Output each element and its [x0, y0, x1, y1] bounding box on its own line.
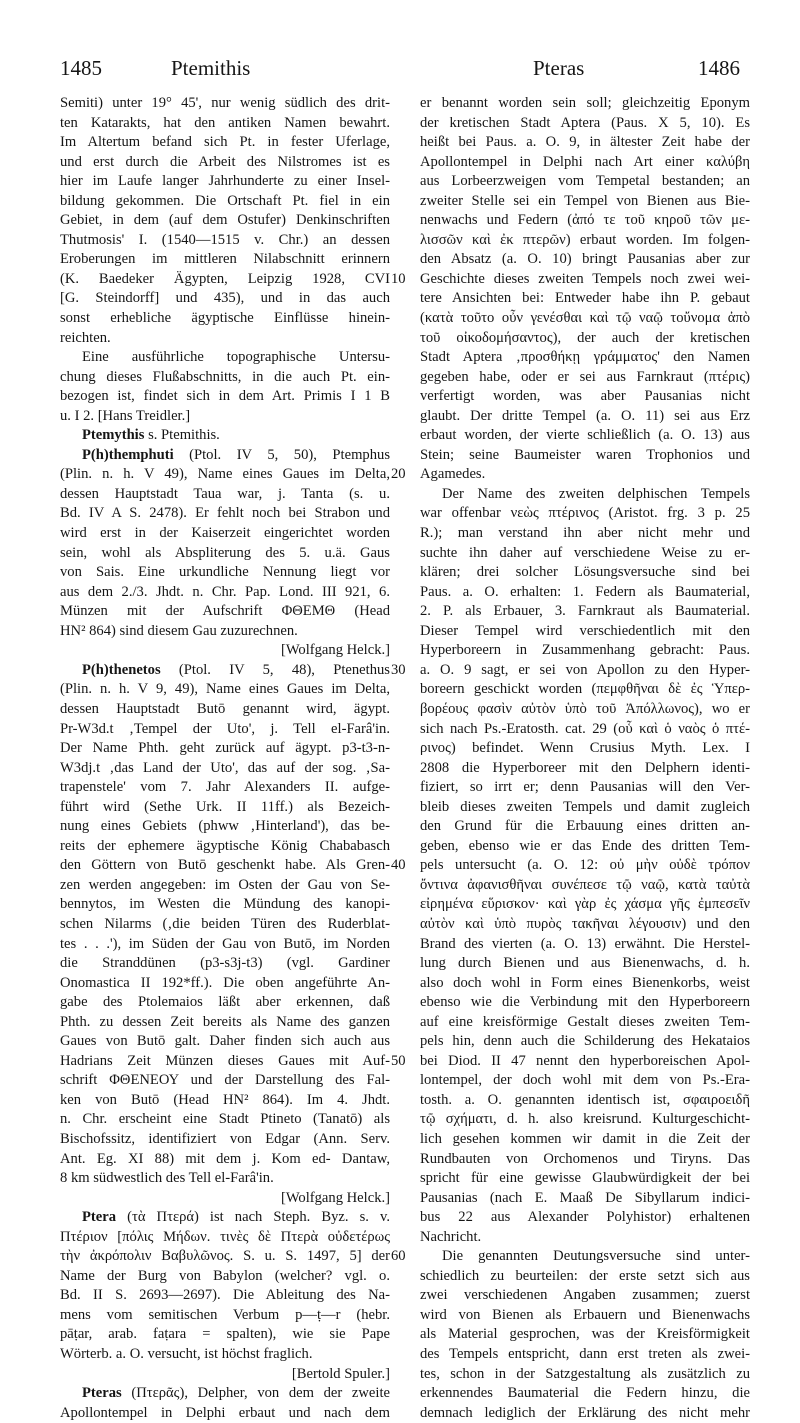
text-line: gegeben habe, oder er sei aus Farnkraut (πτέρις)	[420, 368, 750, 385]
text-line: schen Nilarms (‚die beiden Türen des Ruderblat-	[60, 915, 390, 932]
running-title-left: Ptemithis	[171, 56, 251, 80]
text-line: pels untersucht (a. O. 12: οὐ μὴν οὐδὲ τρόπον	[420, 857, 750, 874]
line-number: 40	[391, 857, 406, 874]
text-line: dessen Hauptstadt Butō genannt wird, ägypt.	[60, 700, 390, 717]
text-line: nenwachs und Federn (ἀπό τε τοῦ κηροῦ τῶν με-	[420, 212, 750, 229]
text-line: bei Diod. II 47 nennt den hyperboreischen Apol-	[420, 1052, 750, 1069]
text-line: ρινος) befindet. Wenn Crusius Myth. Lex. I	[420, 740, 750, 757]
text-line: Pr-W3d.t ‚Tempel der Uto', j. Tell el-Farâ'in.	[60, 720, 390, 737]
text-line: boreern geschickt worden (πεμφθῆναι δὲ ἐς Ὑπερ-	[420, 681, 750, 698]
text-line: chung dieses Flußabschnitts, in die auch Pt. ein-	[60, 368, 390, 385]
text-line: ebenso wie die Verbindung mit den Hyperboreern	[420, 994, 750, 1011]
text-line: und erst durch die Arbeit des Nilstromes ist es	[60, 153, 390, 170]
text-line: wird von Bienen als Erbauern und Bienenwachs	[420, 1306, 750, 1323]
text-line: Onomastica II 192*ff.). Die oben angeführte An-	[60, 974, 390, 991]
lemma: P(h)themphuti	[82, 446, 174, 463]
text-line: schiedlich zu beurteilen: der erste setzt sich aus	[420, 1267, 750, 1284]
text-line: die Stranddünen (p3-s3j-t3) (vgl. Gardiner	[60, 955, 390, 972]
text-line: Πτέριον [πόλις Μήδων. τινὲς δὲ Πτερὰ οὐδετέρως	[60, 1228, 390, 1245]
text-line: tere Ansichten bei: Entweder habe ihn P. gebaut	[420, 290, 750, 307]
line-number: 20	[391, 466, 406, 483]
text-line: τὴν ἀκρόπολιν Βαβυλῶνος. S. u. S. 1497, 5] der	[60, 1248, 390, 1265]
text-line: Gebiet, in dem (auf dem Ostufer) Denkinschriften	[60, 212, 390, 229]
text-line: εἰρημένα εὕρισκον· καὶ γὰρ ἐς χάσμα γῆς ἐμπεσεῖν	[420, 896, 750, 913]
text-line: Brand des vierten (a. O. 13) erwähnt. Die Herstel-	[420, 935, 750, 952]
text-line: [G. Steindorff] und 435), und in das auch	[60, 290, 390, 307]
line-number: 50	[391, 1052, 406, 1069]
text-line: [Wolfgang Helck.]	[280, 1189, 390, 1206]
text-line: fiziert, so irrt er; denn Pausanias will den Ver-	[420, 779, 750, 796]
text-line: wird erst in der Kaiserzeit eingerichtet worden	[60, 525, 390, 542]
text-line: Ptera (τὰ Πτερά) ist nach Steph. Byz. s. v.	[82, 1209, 390, 1226]
text-line: schrift ΦΘΕΝΕΟΥ und der Darstellung des Fal-	[60, 1072, 390, 1089]
page-header	[0, 56, 800, 86]
text-line: reits der ephemere ägyptische König Chababasch	[60, 837, 390, 854]
text-line: Paus. a. O. erhalten: 1. Federn als Baumaterial,	[420, 583, 750, 600]
text-line: W3dj.t ‚das Land der Uto', das auf der sog. ‚Sa-	[60, 759, 390, 776]
text-line: 2808 die Hyperboreer mit den Delphern identi-	[420, 759, 750, 776]
text-line: bleib dieses zweiten Tempels und damit zugleich	[420, 798, 750, 815]
text-line: Rundbauten von Orchomenos und Tiryns. Das	[420, 1150, 750, 1167]
text-line: mens vom semitischen Verbum p—ṭ—r (hebr.	[60, 1306, 390, 1323]
text-line: u. I 2. [Hans Treidler.]	[60, 407, 191, 424]
text-line: pāṭar, arab. faṭara = spalten), wie sie Pape	[60, 1326, 390, 1343]
text-line: spricht für eine gewisse Glaubwürdigkeit der bei	[420, 1170, 750, 1187]
text-line: Eroberungen im mittleren Nilabschnitt erinnern	[60, 251, 390, 268]
text-line: (Plin. n. h. V 9, 49), Name eines Gaues im Delta,	[60, 681, 390, 698]
text-line: erbaut worden, der vierte schließlich (a. O. 13) aus	[420, 427, 750, 444]
text-line: dessen Hauptstadt Taua war, j. Tanta (s. u.	[60, 485, 390, 502]
text-line: trapenstele' vom 7. Jahr Alexanders II. aufge-	[60, 779, 390, 796]
text-line: (κατὰ τοῦτο οὖν γενέσθαι καὶ τῷ ναῷ τοὔνομα ἀπὸ	[420, 310, 750, 327]
text-line: des Tempels entspricht, dann erst treten als zwei-	[420, 1346, 750, 1362]
text-line: auf eine kreisförmige Gestalt dieses zweiten Tem-	[420, 1013, 750, 1030]
text-line: Phth. zu dessen Zeit bereits als Name des ganzen	[60, 1013, 390, 1030]
text-line: ken von Butō (Head HN² 864). Im 4. Jhdt.	[60, 1091, 390, 1108]
line-number: 10	[391, 270, 406, 287]
text-line: lontempel, der doch wohl mit dem von Ps.-Era-	[420, 1072, 750, 1089]
lemma: Ptemythis	[82, 427, 145, 444]
text-line: Pteras (Πτερᾶς), Delpher, von dem der zweite	[82, 1385, 390, 1402]
text-line: der kretischen Stadt Aptera (Paus. X 5, 10). Es	[420, 114, 750, 131]
text-line: P(h)thenetos (Ptol. IV 5, 48), Ptenethus	[82, 661, 390, 678]
line-number: 60	[391, 1248, 406, 1265]
text-line: den Göttern von Butō geschenkt habe. Als Gren-	[60, 857, 390, 874]
text-line: suchte ihn daher auf verschiedene Weise zu er-	[420, 544, 750, 561]
text-line: Eine ausführliche topographische Untersu-	[82, 349, 390, 366]
text-line: er benannt worden sein soll; gleichzeitig Eponym	[420, 95, 750, 111]
lemma: P(h)thenetos	[82, 661, 161, 678]
text-line: Geschichte dieses zweiten Tempels noch zwei wei-	[420, 270, 750, 287]
running-title-right: Pteras	[533, 56, 585, 80]
page-number-right: 1486	[698, 56, 740, 80]
text-line: geben, ebenso wie er das Ende des dritten Tem-	[420, 837, 750, 854]
text-line: lung durch Bienen und aus Bienenwachs, d. h.	[420, 955, 750, 972]
text-line: sonst erhebliche ägyptische Einflüsse hinein-	[60, 310, 390, 327]
text-line: sich nach Ps.-Eratosth. cat. 29 (οὗ καὶ ὁ ναὸς ὁ πτέ-	[420, 720, 750, 737]
text-line: Agamedes.	[420, 466, 486, 483]
text-line: Semiti) unter 19° 45', nur wenig südlich des drit-	[60, 95, 390, 111]
text-line: heißt bei Paus. a. O. 9, in ältester Zeit habe der	[420, 134, 750, 151]
text-line: pels hin, denn auch die Schilderung des Hekataios	[420, 1033, 750, 1050]
lemma: Ptera	[82, 1209, 117, 1226]
text-line: aus Lorbeerzweigen vom Tempetal bestanden; an	[420, 173, 750, 190]
text-line: Stein; seine Baumeister waren Trophonios und	[420, 446, 750, 463]
text-line: aus dem 2./3. Jhdt. n. Chr. Pap. Lond. III 921, 6.	[60, 583, 390, 600]
lemma: Pteras	[82, 1385, 122, 1402]
text-line: ten Katarakts, hat den antiken Namen bewahrt.	[60, 114, 390, 131]
text-line: zweiter Stelle sei ein Tempel von Bienen aus Bie-	[420, 192, 750, 209]
text-line: führt wird (Sethe Urk. II 11ff.) als Bezeich-	[60, 798, 390, 815]
text-line: Im Altertum befand sich Pt. in fester Uferlage,	[60, 134, 390, 151]
text-line: war offenbar νεὼς πτέρινος (Aristot. frg. 3 p. 25	[420, 505, 750, 522]
text-line: tosth. a. O. genannten identisch ist, σφαιροειδῆ	[420, 1091, 750, 1108]
text-line: bus 22 aus Alexander Polyhistor) erhaltenen	[420, 1209, 750, 1226]
text-line: Münzen mit der Aufschrift ΦΘΕΜΘ (Head	[60, 603, 390, 620]
text-line: Bischofssitz, identifiziert von Edgar (Ann. Serv.	[60, 1130, 390, 1147]
text-line: Apollontempel in Delphi erbaut und nach dem	[60, 1404, 390, 1421]
text-line: glaubt. Der dritte Tempel (a. O. 11) sei aus Erz	[420, 407, 750, 424]
text-line: den Absatz (a. O. 10) bringt Pausanias aber zur	[420, 251, 750, 268]
text-line: als Material gesprochen, was der Kreisförmigkeit	[420, 1326, 750, 1343]
text-line: βορέους φασὶν αὐτὸν ὑπὸ τοῦ Ἀπόλλωνος), wo er	[420, 700, 750, 717]
text-line: Nachricht.	[420, 1228, 482, 1245]
text-line: Die genannten Deutungsversuche sind unter-	[442, 1248, 750, 1265]
text-line: Hyperboreern in Zusammenhang gebracht: Paus.	[420, 642, 750, 659]
text-line: Apollontempel in Delphi nach Art einer καλύβη	[420, 153, 750, 170]
text-line: Dieser Tempel wird verschiedentlich mit den	[420, 622, 750, 639]
right-column	[420, 94, 750, 1423]
line-number: 30	[391, 661, 406, 678]
text-line: gabe des Ptolemaios läßt aber erkennen, daß	[60, 994, 390, 1011]
text-line: Hadrians Zeit Münzen dieses Gaues mit Auf-	[60, 1052, 390, 1069]
text-line: Name der Burg von Babylon (welcher? vgl. o.	[60, 1267, 390, 1284]
page-number-left: 1485	[60, 56, 102, 80]
text-line: P(h)themphuti (Ptol. IV 5, 50), Ptemphus	[82, 446, 390, 463]
text-line: Stadt Aptera ‚προσθήκῃ γράμματος' den Namen	[420, 349, 750, 366]
text-line: a. O. 9 sagt, er sei von Apollon zu den Hyper-	[420, 661, 750, 678]
text-line: demnach lediglich der Erklärung des nicht mehr	[420, 1404, 750, 1421]
text-line: lich gesehen kommen wir damit in die Zeit der	[420, 1130, 750, 1147]
text-line: sein, wohl als Abspliterung des 5. u.ä. Gaus	[60, 544, 390, 561]
text-line: verfertigt worden, was aber Pausanias nicht	[420, 388, 750, 405]
text-line: (K. Baedeker Ägypten, Leipzig 1928, CVI	[60, 270, 390, 287]
text-line: erkennendes Baumaterial die Federn hinzu, die	[420, 1385, 750, 1402]
text-line: also doch wohl in Form eines Bienenkorbs, weist	[420, 974, 750, 991]
text-line: Ptemythis s. Ptemithis.	[82, 427, 220, 444]
text-line: 2. P. als Erbauer, 3. Farnkraut als Baumaterial.	[420, 603, 750, 620]
text-line: Thutmosis' I. (1540—1515 v. Chr.) an dessen	[60, 231, 390, 248]
text-line: hier im Laufe langer Jahrhunderte zu einer Insel-	[60, 173, 390, 190]
text-line: nung eines Gebiets (phww ‚Hinterland'), das be-	[60, 818, 390, 835]
text-line: Der Name des zweiten delphischen Tempels	[442, 485, 750, 502]
text-line: zen werden angegeben: im Osten der Gau von Se-	[60, 876, 390, 893]
text-line: R.); man verstand ihn aber nicht mehr und	[420, 525, 750, 542]
text-line: HN² 864) sind diesem Gau zuzurechnen.	[60, 622, 298, 639]
text-line: bezogen ist, findet sich in dem Art. Primis I 1 B	[60, 388, 390, 405]
text-line: Wörterb. a. O. versucht, ist höchst fraglich.	[60, 1346, 313, 1362]
text-line: [Bertold Spuler.]	[291, 1365, 390, 1382]
text-line: Ant. Eg. XI 88) mit dem j. Kom ed- Dantaw,	[60, 1150, 390, 1167]
text-line: ὄντινα ἀφανισθῆναι συνέπεσε τῷ ναῷ, κατὰ ταὐτὰ	[420, 876, 750, 893]
text-line: zwei verschiedenen Angaben zusammen; zuerst	[420, 1287, 750, 1304]
text-line: Der Name Phth. geht zurück auf ägypt. p3-t3-n-	[60, 740, 390, 757]
text-line: (Plin. n. h. V 49), Name eines Gaues im Delta,	[60, 466, 390, 483]
text-line: τοῦ οἰκοδομήσαντος), der auch der kretischen	[420, 329, 750, 346]
text-line: Gaues von Butō galt. Daher finden sich auch aus	[60, 1033, 390, 1050]
text-line: von Sais. Eine urkundliche Nennung liegt vor	[60, 564, 390, 581]
text-line: τῷ σχήματι, d. h. also kreisrund. Kulturgeschicht-	[420, 1111, 750, 1128]
text-line: bennytos, im Westen die Mündung des kanopi-	[60, 896, 390, 913]
text-line: klären; drei solcher Lösungsversuche sind bei	[420, 564, 750, 581]
text-line: Pausanias (nach E. Maaß De Sibyllarum indici-	[420, 1189, 750, 1206]
text-line: αὐτὸν καὶ ὑπὸ πυρὸς τακῆναι λέγουσιν) und den	[420, 915, 750, 932]
text-line: bildung gekommen. Die Ortschaft Pt. fiel in ein	[60, 192, 390, 209]
text-line: Bd. II S. 2693—2697). Die Ableitung des Na-	[60, 1287, 390, 1304]
text-line: λισσῶν καὶ ἐκ πτερῶν) erbaut worden. Im folgen-	[420, 231, 750, 248]
text-line: tes, schon in der Satzgestaltung als zusätzlich zu	[420, 1365, 750, 1382]
text-line: reichten.	[60, 329, 111, 346]
text-line: n. Chr. erscheint eine Stadt Ptineto (Tanatō) als	[60, 1111, 390, 1128]
text-line: tes . . .'), im Süden der Gau von Butō, im Norden	[60, 935, 390, 952]
text-line: den Grund für die Erbauung eines dritten an-	[420, 818, 750, 835]
text-line: Bd. IV A S. 2478). Er fehlt noch bei Strabon und	[60, 505, 390, 522]
text-line: [Wolfgang Helck.]	[280, 642, 390, 659]
text-line: 8 km südwestlich des Tell el-Farâ'in.	[60, 1170, 274, 1187]
left-column	[60, 94, 390, 1423]
